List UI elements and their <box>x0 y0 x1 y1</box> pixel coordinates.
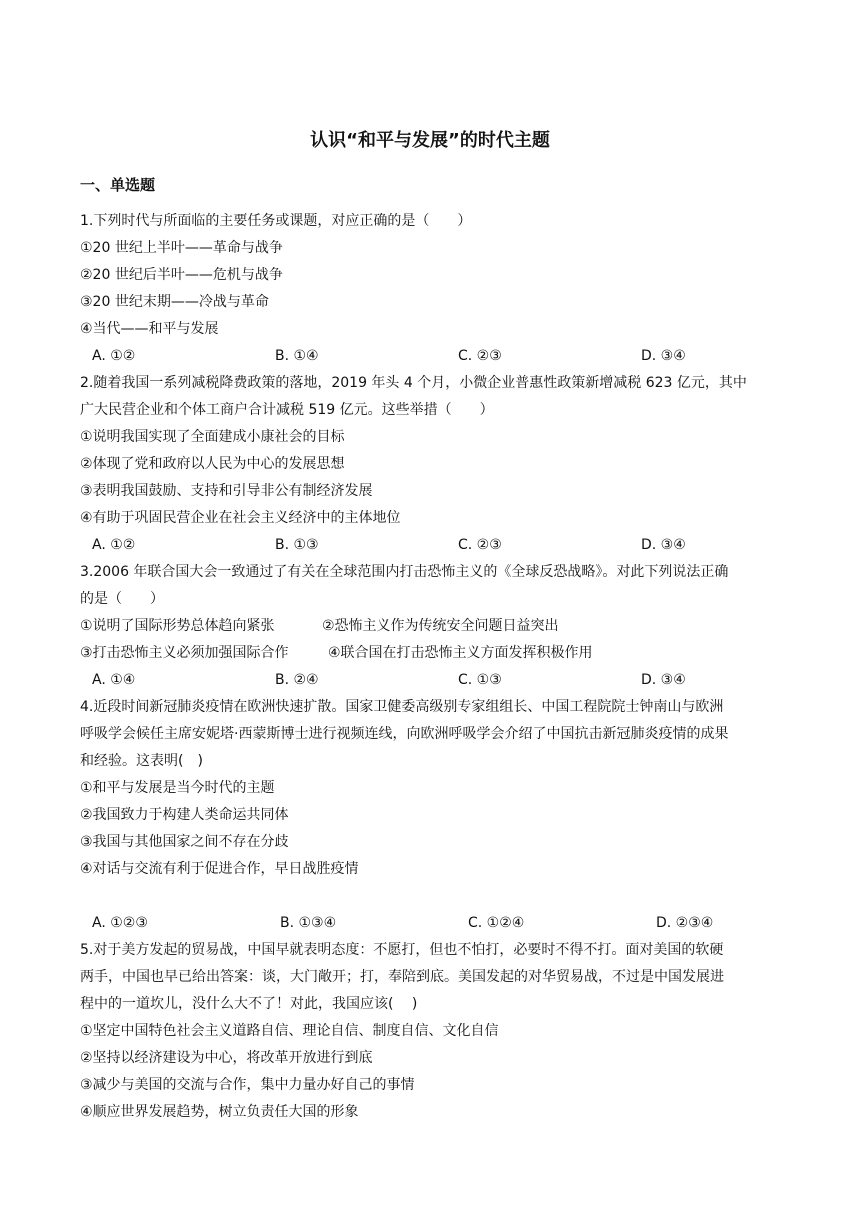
option-d[interactable]: D. ③④ <box>641 672 686 688</box>
question-4-item: ②我国致力于构建人类命运共同体 <box>80 807 289 823</box>
option-c[interactable]: C. ①③ <box>458 672 502 688</box>
option-c[interactable]: C. ②③ <box>458 537 502 553</box>
question-1-item: ③20 世纪末期——冷战与革命 <box>80 294 269 310</box>
page-title: 认识“和平与发展”的时代主题 <box>310 130 550 151</box>
question-3-item: ①说明了国际形势总体趋向紧张 <box>80 618 275 634</box>
question-5-item: ①坚定中国特色社会主义道路自信、理论自信、制度自信、文化自信 <box>80 1023 499 1039</box>
question-2-stem: 广大民营企业和个体工商户合计减税 519 亿元。这些举措（ ） <box>80 402 494 418</box>
question-2-options <box>80 535 780 555</box>
option-b[interactable]: B. ①③ <box>275 537 319 553</box>
option-a[interactable]: A. ①② <box>92 537 136 553</box>
question-4-stem: 4.近段时间新冠肺炎疫情在欧洲快速扩散。国家卫健委高级别专家组组长、中国工程院院士钟南山与欧洲 <box>80 699 724 715</box>
question-1-item: ②20 世纪后半叶——危机与战争 <box>80 267 283 283</box>
question-4-item: ③我国与其他国家之间不存在分歧 <box>80 834 289 850</box>
option-d[interactable]: D. ③④ <box>641 537 686 553</box>
question-2-stem: 2.随着我国一系列减税降费政策的落地，2019 年头 4 个月，小微企业普惠性政策新增减税 623 亿元，其中 <box>80 375 747 391</box>
option-c[interactable]: C. ①②④ <box>468 915 525 931</box>
question-2-item: ③表明我国鼓励、支持和引导非公有制经济发展 <box>80 483 373 499</box>
question-5-item: ④顺应世界发展趋势，树立负责任大国的形象 <box>80 1104 359 1120</box>
option-b[interactable]: B. ①④ <box>275 348 319 364</box>
question-4-stem: 呼吸学会候任主席安妮塔·西蒙斯博士进行视频连线，向欧洲呼吸学会介绍了中国抗击新冠肺炎疫情的成果 <box>80 726 729 742</box>
question-4-stem: 和经验。这表明( ) <box>80 753 203 769</box>
question-3-stem: 的是（ ） <box>80 591 164 607</box>
question-5-stem: 两手，中国也早已给出答案：谈，大门敞开；打，奉陪到底。美国发起的对华贸易战，不过是中国发展进 <box>80 969 724 985</box>
section-heading: 一、单选题 <box>80 176 156 194</box>
option-d[interactable]: D. ②③④ <box>656 915 714 931</box>
option-b[interactable]: B. ①③④ <box>280 915 337 931</box>
question-1-item: ①20 世纪上半叶——革命与战争 <box>80 240 283 256</box>
question-4-item: ①和平与发展是当今时代的主题 <box>80 780 275 796</box>
question-5-item: ③减少与美国的交流与合作，集中力量办好自己的事情 <box>80 1077 415 1093</box>
question-5-stem: 程中的一道坎儿，没什么大不了！对此，我国应该( ) <box>80 996 418 1012</box>
question-3-item: ④联合国在打击恐怖主义方面发挥积极作用 <box>328 645 593 661</box>
question-4-options <box>80 913 780 933</box>
question-3-item-row <box>80 643 780 663</box>
option-d[interactable]: D. ③④ <box>641 348 686 364</box>
question-2-item: ①说明我国实现了全面建成小康社会的目标 <box>80 429 345 445</box>
question-5-item: ②坚持以经济建设为中心，将改革开放进行到底 <box>80 1050 373 1066</box>
option-b[interactable]: B. ②④ <box>275 672 319 688</box>
question-1-item: ④当代——和平与发展 <box>80 321 219 337</box>
option-a[interactable]: A. ①④ <box>92 672 136 688</box>
question-3-item: ②恐怖主义作为传统安全问题日益突出 <box>322 618 559 634</box>
question-3-options <box>80 670 780 690</box>
question-2-item: ②体现了党和政府以人民为中心的发展思想 <box>80 456 345 472</box>
question-2-item: ④有助于巩固民营企业在社会主义经济中的主体地位 <box>80 510 401 526</box>
question-4-item: ④对话与交流有利于促进合作，早日战胜疫情 <box>80 861 359 877</box>
question-1-stem: 1.下列时代与所面临的主要任务或课题，对应正确的是（ ） <box>80 213 472 229</box>
option-a[interactable]: A. ①② <box>92 348 136 364</box>
question-3-stem: 3.2006 年联合国大会一致通过了有关在全球范围内打击恐怖主义的《全球反恐战略》。对此下列说法正确 <box>80 564 729 580</box>
question-1-options <box>80 346 780 366</box>
question-3-item-row <box>80 616 780 636</box>
option-c[interactable]: C. ②③ <box>458 348 502 364</box>
question-3-item: ③打击恐怖主义必须加强国际合作 <box>80 645 289 661</box>
question-5-stem: 5.对于美方发起的贸易战，中国早就表明态度：不愿打，但也不怕打，必要时不得不打。面对美国的软硬 <box>80 942 724 958</box>
option-a[interactable]: A. ①②③ <box>92 915 148 931</box>
